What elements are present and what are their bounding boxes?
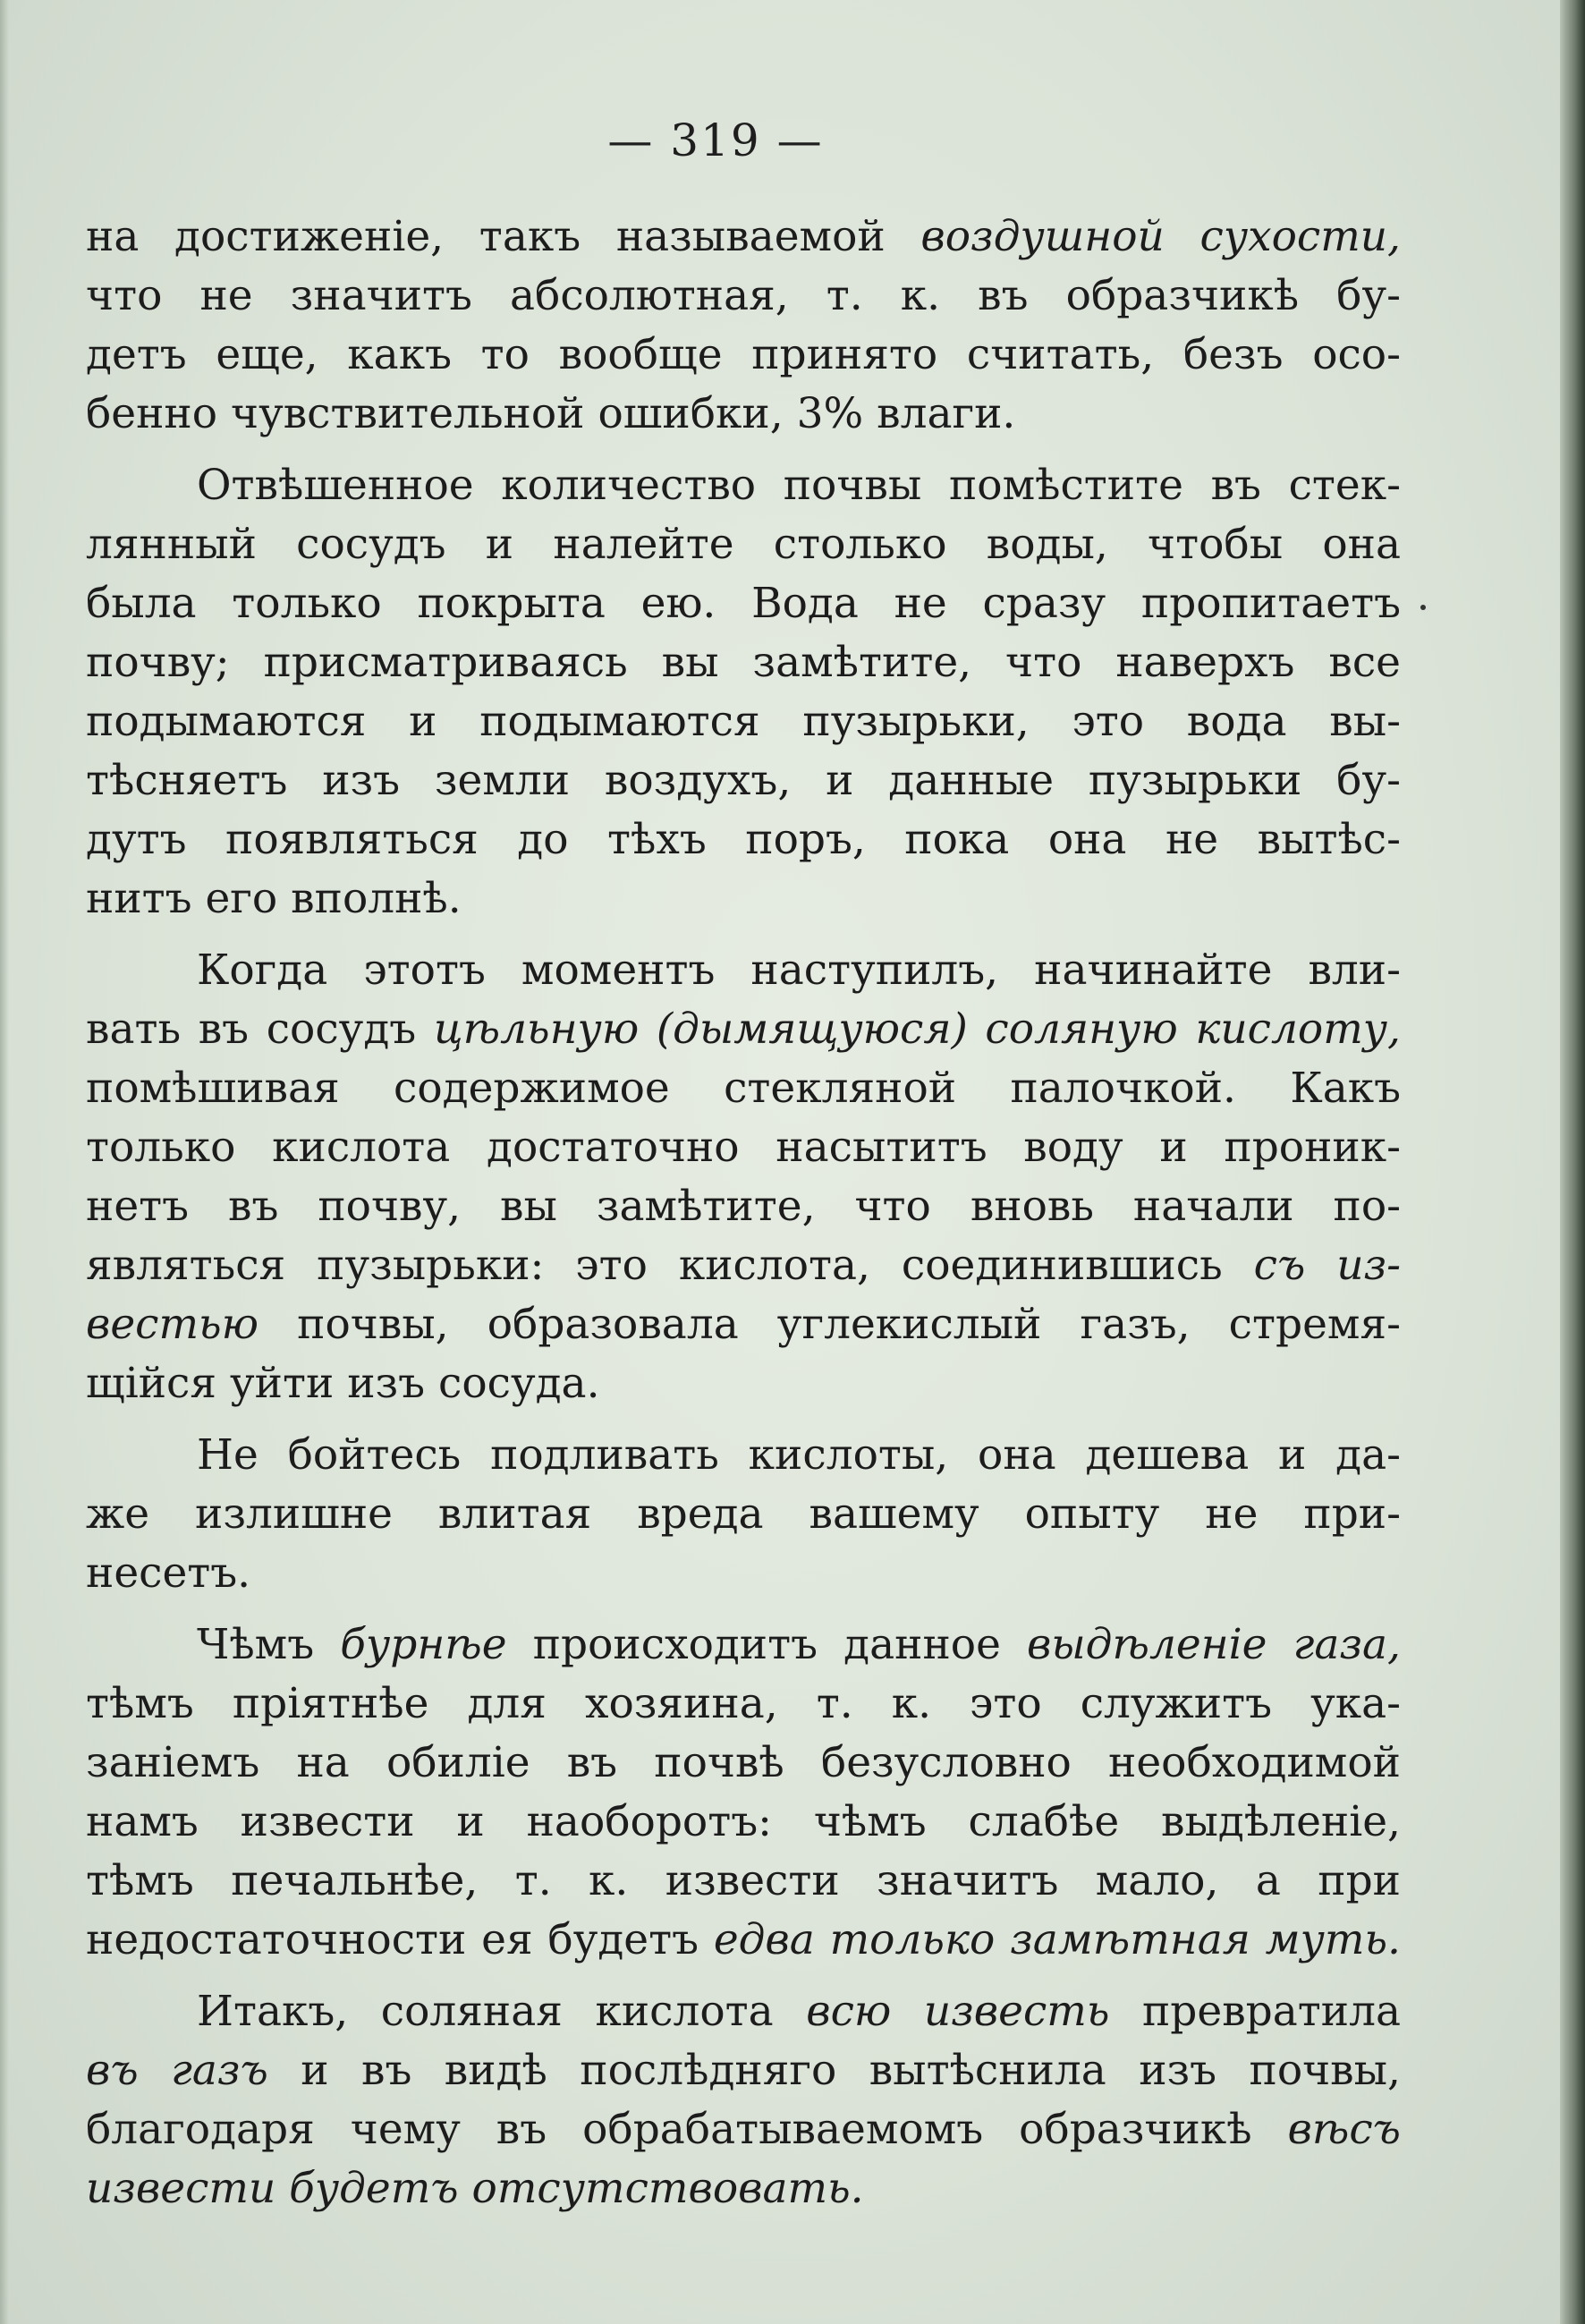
text-line (86, 1734, 1401, 1793)
text-line (86, 1354, 1401, 1413)
text-segment: только кислота достаточно насытитъ воду и проник- (86, 1123, 1401, 1172)
text-line (86, 515, 1401, 574)
text-line (86, 1544, 1401, 1603)
text-line (86, 869, 1401, 929)
text-segment: Отвѣшенное количество почвы помѣстите въ стек- (197, 461, 1401, 510)
text-segment: происходитъ данное (506, 1620, 1028, 1669)
text-segment: намъ извести и наоборотъ: чѣмъ слабѣе выдѣленіе, (86, 1797, 1401, 1846)
text-segment: вать въ сосудъ (86, 1005, 434, 1054)
text-segment: Не бойтесь подливать кислоты, она дешева и да- (197, 1430, 1401, 1480)
text-segment: благодаря чему въ обрабатываемомъ образчикѣ (86, 2105, 1288, 2154)
text-line (86, 574, 1401, 633)
text-line (86, 456, 1401, 515)
text-segment: была только покрыта ею. Вода не сразу пропитаетъ (86, 579, 1401, 628)
text-line (86, 1852, 1401, 1911)
text-line (86, 1000, 1401, 1059)
text-line (86, 1616, 1401, 1675)
italic-text-segment: цѣльную (дымящуюся) соляную кислоту, (433, 1005, 1401, 1054)
page-left-edge (0, 0, 9, 2324)
italic-text-segment: съ из- (1253, 1241, 1401, 1290)
text-segment: Итакъ, соляная кислота (197, 1987, 807, 2036)
text-line (86, 692, 1401, 751)
text-line (86, 1982, 1401, 2041)
text-segment: что не значитъ абсолютная, т. к. въ образчикѣ бу- (86, 271, 1401, 320)
text-line (86, 810, 1401, 869)
italic-text-segment: вѣсъ (1287, 2105, 1401, 2154)
text-segment: помѣшивая содержимое стекляной палочкой. Какъ (86, 1064, 1401, 1113)
text-segment: почву; присматриваясь вы замѣтите, что наверхъ все (86, 638, 1401, 687)
text-segment: заніемъ на обиліе въ почвѣ безусловно необходимой (86, 1738, 1401, 1787)
text-line (86, 1675, 1401, 1734)
text-line (86, 1295, 1401, 1354)
text-segment: лянный сосудъ и налейте столько воды, чтобы она (86, 520, 1401, 569)
text-segment: детъ еще, какъ то вообще принято считать, безъ осо- (86, 330, 1401, 379)
text-segment: щійся уйти изъ сосуда. (86, 1359, 600, 1408)
page-number: — 319 — (607, 115, 824, 166)
text-segment: нетъ въ почву, вы замѣтите, что вновь начали по- (86, 1182, 1401, 1231)
paper-speck (1420, 605, 1426, 610)
text-line (86, 1793, 1401, 1852)
text-segment: нитъ его вполнѣ. (86, 874, 462, 923)
text-segment: несетъ. (86, 1548, 251, 1598)
text-segment: тѣмъ печальнѣе, т. к. извести значитъ мало, а при (86, 1856, 1401, 1905)
text-line (86, 1177, 1401, 1236)
text-segment: Когда этотъ моментъ наступилъ, начинайте вли- (197, 946, 1401, 995)
text-segment: превратила (1109, 1987, 1401, 2036)
text-line (86, 1911, 1401, 1970)
text-segment: Чѣмъ (197, 1620, 341, 1669)
italic-text-segment: выдѣленіе газа, (1027, 1620, 1401, 1669)
text-segment: подымаются и подымаются пузырьки, это вода вы- (86, 697, 1401, 746)
text-line (86, 385, 1401, 444)
text-line (86, 941, 1401, 1000)
text-line (86, 1485, 1401, 1544)
text-line (86, 633, 1401, 692)
text-line (86, 267, 1401, 326)
text-segment: бенно чувствительной ошибки, 3% влаги. (86, 389, 1016, 438)
text-line (86, 1426, 1401, 1485)
text-segment: и въ видѣ послѣдняго вытѣснила изъ почвы, (267, 2046, 1401, 2095)
text-line (86, 1236, 1401, 1295)
text-line (86, 1118, 1401, 1177)
italic-text-segment: едва только замѣтная муть. (713, 1915, 1401, 1964)
text-line (86, 751, 1401, 810)
italic-text-segment: вестью (86, 1300, 259, 1349)
text-segment: тѣмъ пріятнѣе для хозяина, т. к. это служитъ ука- (86, 1679, 1401, 1728)
text-line (86, 2041, 1401, 2100)
text-line (86, 326, 1401, 385)
text-line (86, 2100, 1401, 2159)
text-segment: тѣсняетъ изъ земли воздухъ, и данные пузырьки бу- (86, 756, 1401, 805)
text-segment: недостаточности ея будетъ (86, 1915, 714, 1964)
text-segment: почвы, образовала углекислый газъ, стремя- (259, 1300, 1401, 1349)
italic-text-segment: извести будетъ отсутствовать. (86, 2164, 864, 2213)
text-segment: являться пузырьки: это кислота, соединившись (86, 1241, 1254, 1290)
text-line (86, 1059, 1401, 1118)
italic-text-segment: воздушной сухости, (920, 212, 1401, 261)
text-line (86, 2159, 1401, 2218)
text-line (86, 208, 1401, 267)
page-right-edge-shadow (1560, 0, 1585, 2324)
text-segment: дутъ появляться до тѣхъ поръ, пока она не вытѣс- (86, 815, 1401, 864)
italic-text-segment: бурнѣе (340, 1620, 507, 1669)
body-text (86, 208, 1401, 2218)
text-segment: на достиженіе, такъ называемой (86, 212, 921, 261)
italic-text-segment: всю известь (806, 1987, 1110, 2036)
italic-text-segment: въ газъ (86, 2046, 268, 2095)
text-segment: же излишне влитая вреда вашему опыту не при- (86, 1489, 1401, 1539)
